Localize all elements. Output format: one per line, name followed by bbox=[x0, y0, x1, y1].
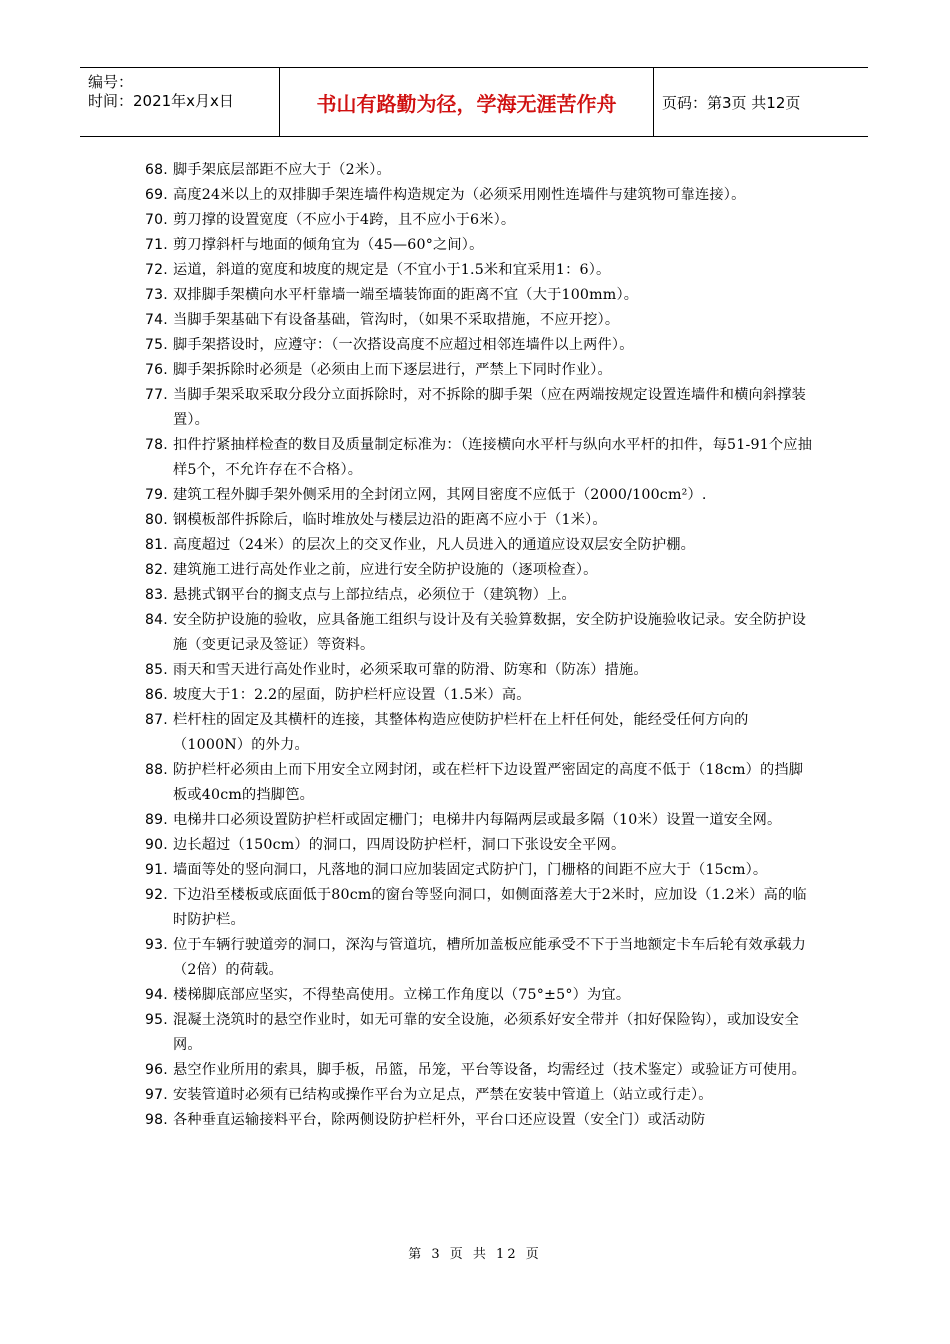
list-item bbox=[145, 533, 815, 558]
list-item bbox=[145, 433, 815, 483]
list-item bbox=[145, 308, 815, 333]
code-label: 编号： bbox=[88, 73, 134, 91]
item-text: 下边沿至楼板或底面低于80cm的窗台等竖向洞口，如侧面落差大于2米时，应加设（1.2米）高的临时防护栏。 bbox=[173, 887, 807, 928]
page-footer: 第 3 页 共 12 页 bbox=[408, 1247, 542, 1262]
date-label: 时间：2021年x月x日 bbox=[88, 92, 234, 110]
list-item bbox=[145, 558, 815, 583]
item-text: 楼梯脚底部应坚实，不得垫高使用。立梯工作角度以（75°±5°）为宜。 bbox=[173, 987, 631, 1003]
item-number: 75. bbox=[145, 337, 168, 353]
item-text: 高度24米以上的双排脚手架连墙件构造规定为（必须采用刚性连墙件与建筑物可靠连接）。 bbox=[173, 187, 746, 203]
item-text: 建筑施工进行高处作业之前，应进行安全防护设施的（逐项检查）。 bbox=[173, 562, 598, 578]
item-text: 悬挑式钢平台的搁支点与上部拉结点，必须位于（建筑物）上。 bbox=[173, 587, 576, 603]
item-text: 扣件拧紧抽样检查的数目及质量制定标准为：（连接横向水平杆与纵向水平杆的扣件，每51-91个应抽样5个，不允许存在不合格）。 bbox=[173, 437, 813, 478]
page-header bbox=[80, 67, 868, 137]
list-item bbox=[145, 333, 815, 358]
list-item bbox=[145, 183, 815, 208]
list-item bbox=[145, 208, 815, 233]
item-number: 84. bbox=[145, 612, 168, 628]
item-number: 74. bbox=[145, 312, 168, 328]
item-text: 位于车辆行驶道旁的洞口，深沟与管道坑，槽所加盖板应能承受不下于当地额定卡车后轮有效承载力（2倍）的荷载。 bbox=[173, 937, 807, 978]
list-item bbox=[145, 683, 815, 708]
item-text: 剪刀撑斜杆与地面的倾角宜为（45—60°之间）。 bbox=[173, 237, 484, 253]
item-number: 86. bbox=[145, 687, 168, 703]
item-text: 安全防护设施的验收，应具备施工组织与设计及有关验算数据，安全防护设施验收记录。安全防护设施（变更记录及签证）等资料。 bbox=[173, 612, 807, 653]
item-text: 脚手架底层部距不应大于（2米）。 bbox=[173, 162, 391, 178]
item-text: 墙面等处的竖向洞口，凡落地的洞口应加装固定式防护门，门栅格的间距不应大于（15cm）。 bbox=[173, 862, 768, 878]
item-text: 边长超过（150cm）的洞口，四周设防护栏杆，洞口下张设安全平网。 bbox=[173, 837, 626, 853]
list-item bbox=[145, 933, 815, 983]
item-number: 72. bbox=[145, 262, 168, 278]
item-text: 雨天和雪天进行高处作业时，必须采取可靠的防滑、防寒和（防冻）措施。 bbox=[173, 662, 648, 678]
item-number: 91. bbox=[145, 862, 168, 878]
list-item bbox=[145, 383, 815, 433]
item-text: 坡度大于1：2.2的屋面，防护栏杆应设置（1.5米）高。 bbox=[173, 687, 531, 703]
header-motto: 书山有路勤为径，学海无涯苦作舟 bbox=[280, 68, 654, 136]
item-number: 78. bbox=[145, 437, 168, 453]
list-item bbox=[145, 158, 815, 183]
item-text: 高度超过（24米）的层次上的交叉作业，凡人员进入的通道应设双层安全防护棚。 bbox=[173, 537, 696, 553]
list-item bbox=[145, 608, 815, 658]
item-number: 76. bbox=[145, 362, 168, 378]
item-number: 69. bbox=[145, 187, 168, 203]
item-number: 96. bbox=[145, 1062, 168, 1078]
item-number: 87. bbox=[145, 712, 168, 728]
item-number: 85. bbox=[145, 662, 168, 678]
list-item bbox=[145, 358, 815, 383]
item-number: 93. bbox=[145, 937, 168, 953]
item-number: 71. bbox=[145, 237, 168, 253]
list-item bbox=[145, 483, 815, 508]
item-text: 钢模板部件拆除后，临时堆放处与楼层边沿的距离不应小于（1米）。 bbox=[173, 512, 607, 528]
item-text: 当脚手架采取采取分段分立面拆除时，对不拆除的脚手架（应在两端按规定设置连墙件和横向斜撑装置）。 bbox=[173, 387, 807, 428]
item-text: 安装管道时必须有已结构或操作平台为立足点，严禁在安装中管道上（站立或行走）。 bbox=[173, 1087, 713, 1103]
item-number: 81. bbox=[145, 537, 168, 553]
item-number: 82. bbox=[145, 562, 168, 578]
item-number: 88. bbox=[145, 762, 168, 778]
item-text: 栏杆柱的固定及其横杆的连接，其整体构造应使防护栏杆在上杆任何处，能经受任何方向的（1000N）的外力。 bbox=[173, 712, 749, 753]
list-item bbox=[145, 1083, 815, 1108]
list-item bbox=[145, 583, 815, 608]
item-text: 当脚手架基础下有设备基础，管沟时，（如果不采取措施，不应开挖）。 bbox=[173, 312, 620, 328]
list-item bbox=[145, 508, 815, 533]
item-text: 电梯井口必须设置防护栏杆或固定栅门；电梯井内每隔两层或最多隔（10米）设置一道安全网。 bbox=[173, 812, 782, 828]
list-item bbox=[145, 808, 815, 833]
item-number: 77. bbox=[145, 387, 168, 403]
item-number: 97. bbox=[145, 1087, 168, 1103]
item-number: 79. bbox=[145, 487, 168, 503]
list-item bbox=[145, 858, 815, 883]
item-number: 95. bbox=[145, 1012, 168, 1028]
item-text: 运道，斜道的宽度和坡度的规定是（不宜小于1.5米和宜采用1：6）。 bbox=[173, 262, 611, 278]
item-text: 防护栏杆必须由上而下用安全立网封闭，或在栏杆下边设置严密固定的高度不低于（18cm）的挡脚板或40cm的挡脚笆。 bbox=[173, 762, 804, 803]
item-text: 剪刀撑的设置宽度（不应小于4跨，且不应小于6米）。 bbox=[173, 212, 516, 228]
list-item bbox=[145, 708, 815, 758]
list-item bbox=[145, 758, 815, 808]
header-page-info: 页码：第3页 共12页 bbox=[662, 93, 801, 112]
list-item bbox=[145, 258, 815, 283]
item-number: 73. bbox=[145, 287, 168, 303]
item-number: 70. bbox=[145, 212, 168, 228]
item-text: 脚手架拆除时必须是（必须由上而下逐层进行，严禁上下同时作业）。 bbox=[173, 362, 612, 378]
list-item bbox=[145, 283, 815, 308]
question-list bbox=[145, 158, 815, 1133]
item-number: 89. bbox=[145, 812, 168, 828]
item-number: 83. bbox=[145, 587, 168, 603]
item-text: 双排脚手架横向水平杆靠墙一端至墙装饰面的距离不宜（大于100mm）。 bbox=[173, 287, 639, 303]
list-item bbox=[145, 658, 815, 683]
list-item bbox=[145, 233, 815, 258]
item-number: 68. bbox=[145, 162, 168, 178]
item-number: 92. bbox=[145, 887, 168, 903]
item-text: 悬空作业所用的索具，脚手板，吊篮，吊笼，平台等设备，均需经过（技术鉴定）或验证方可使用。 bbox=[173, 1062, 807, 1078]
item-text: 脚手架搭设时，应遵守：（一次搭设高度不应超过相邻连墙件以上两件）。 bbox=[173, 337, 634, 353]
list-item bbox=[145, 1008, 815, 1058]
list-item bbox=[145, 1108, 815, 1133]
list-item bbox=[145, 1058, 815, 1083]
item-text: 混凝土浇筑时的悬空作业时，如无可靠的安全设施，必须系好安全带并（扣好保险钩），或加设安全网。 bbox=[173, 1012, 799, 1053]
item-number: 94. bbox=[145, 987, 168, 1003]
item-number: 98. bbox=[145, 1112, 168, 1128]
item-text: 建筑工程外脚手架外侧采用的全封闭立网，其网目密度不应低于（2000/100cm²）. bbox=[173, 487, 707, 503]
list-item bbox=[145, 883, 815, 933]
list-item bbox=[145, 983, 815, 1008]
list-item bbox=[145, 833, 815, 858]
item-text: 各种垂直运输接料平台，除两侧设防护栏杆外，平台口还应设置（安全门）或活动防 bbox=[173, 1112, 706, 1128]
item-number: 80. bbox=[145, 512, 168, 528]
header-meta bbox=[80, 68, 280, 136]
item-number: 90. bbox=[145, 837, 168, 853]
